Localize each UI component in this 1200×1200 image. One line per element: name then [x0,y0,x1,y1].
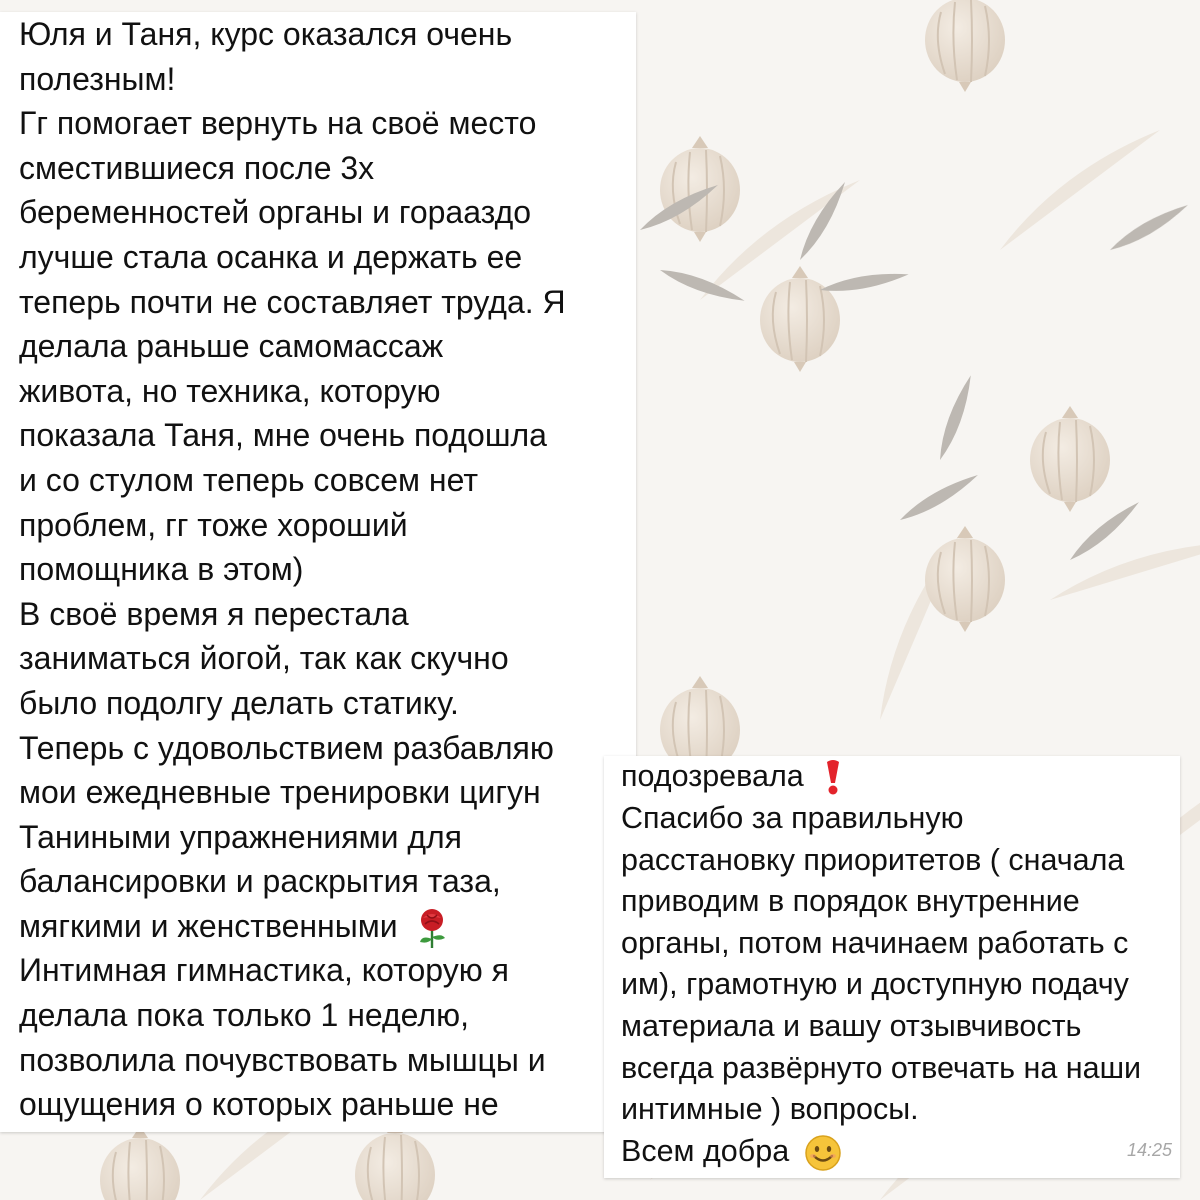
message-line: Интимная гимнастика, которую я [19,952,509,989]
message-line: показала Таня, мне очень подошла [19,417,547,454]
message-timestamp: 14:25 [1126,1140,1172,1161]
message-line: ощущения о которых раньше не [19,1086,499,1123]
rose-emoji-icon [412,908,452,948]
message-line: подозревала [621,759,804,793]
message-line-with-emoji [621,756,1180,798]
message-line: беременностей органы и горааздо [19,194,532,231]
message-line: им), грамотную и доступную подачу [621,967,1129,1002]
message-line: Юля и Таня, курс оказался очень [19,16,513,52]
message-line: заниматься йогой, так как скучно [19,640,509,677]
message-line: материала и вашу отзывчивость [621,1008,1082,1043]
message-line: мои ежедневные тренировки цигун [19,774,541,811]
message-line: В своё время я перестала [19,595,409,632]
message-line: Всем добра [621,1133,790,1168]
message-line: делала пока только 1 неделю, [19,997,469,1034]
message-line: органы, потом начинаем работать с [621,925,1129,960]
message-line: Гг помогает вернуть на своё место [19,105,537,142]
message-line: сместившиеся после 3х [19,149,375,186]
message-line: делала раньше самомассаж [19,328,444,365]
message-line: балансировки и раскрытия таза, [19,863,501,900]
message-bubble-incoming[interactable] [0,12,636,1132]
message-line: Теперь с удовольствием разбавляю [19,729,554,766]
message-line: живота, но техника, которую [19,372,441,409]
message-bubble-continuation[interactable] [604,756,1180,1178]
message-line: Спасибо за правильную [621,800,964,835]
message-line: теперь почти не составляет труда. Я [19,283,566,320]
message-line: и со стулом теперь совсем нет [19,461,478,498]
message-line-with-emoji [621,1131,1180,1173]
message-line-with-emoji [19,904,636,949]
message-line: приводим в порядок внутренние [621,884,1080,919]
message-line: лучше стала осанка и держать ее [19,238,523,275]
message-line: полезным! [19,60,176,97]
message-line: проблем, гг тоже хороший [19,506,408,543]
message-line: позволила почувствовать мышцы и [19,1041,546,1078]
message-line: Таниными упражнениями для [19,818,462,855]
message-line: расстановку приоритетов ( сначала [621,842,1125,877]
message-line: мягкими и женственными [19,907,398,944]
message-line: помощника в этом) [19,551,304,588]
smile-emoji-icon [804,1134,842,1172]
exclamation-emoji-icon [818,758,848,798]
message-line: интимные ) вопросы. [621,1092,919,1127]
message-line: всегда развёрнуто отвечать на наши [621,1050,1142,1085]
message-line: было подолгу делать статику. [19,684,459,721]
